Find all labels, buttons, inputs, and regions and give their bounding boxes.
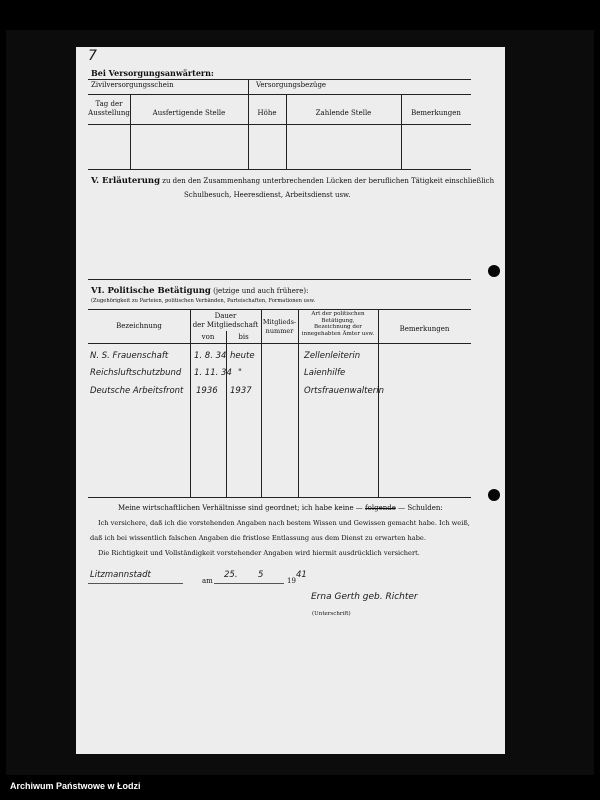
am-label: am <box>202 577 213 585</box>
document-page <box>76 47 505 754</box>
col-bemerkungen-vi: Bemerkungen <box>399 325 450 333</box>
section-v-text-2: Schulbesuch, Heeresdienst, Arbeitsdienst usw. <box>184 191 351 199</box>
unterschrift-label: (Unterschrift) <box>312 611 351 617</box>
row-bis: heute <box>230 351 255 361</box>
signature-handwritten: Erna Gerth geb. Richter <box>311 592 418 602</box>
row-art: Zellenleiterin <box>304 351 361 361</box>
row-von: 1. 8. 34 <box>194 351 227 361</box>
row-bezeichnung: Reichsluftschutzbund <box>90 368 182 378</box>
month-handwritten: 5 <box>258 570 264 580</box>
section-vi-title-suffix: (jetzige und auch frühere): <box>213 287 309 295</box>
declaration-line-3: daß ich bei wissentlich falschen Angaben die fristlose Entlassung aus dem Dienst zu erwarten habe. <box>90 534 426 542</box>
struck-word: folgende <box>365 504 396 512</box>
col-art: Art der politischen Betätigung, Bezeichnung der innegehabten Ämter usw. <box>301 311 375 337</box>
col-von: von <box>201 333 215 341</box>
place-handwritten: Litzmannstadt <box>90 570 151 580</box>
year-handwritten: 41 <box>296 570 307 580</box>
col-zahlende: Zahlende Stelle <box>315 109 372 117</box>
col-dauer: Dauer der Mitgliedschaft <box>192 312 259 329</box>
day-handwritten: 25. <box>224 570 238 580</box>
col-mitglieds: Mitglieds- nummer <box>262 318 297 335</box>
row-art: Laienhilfe <box>304 368 346 378</box>
row-bis: " <box>238 368 242 378</box>
declaration-line-2: Ich versichere, daß ich die vorstehenden Angaben nach bestem Wissen und Gewissen gemacht habe. Ich weiß, <box>98 519 470 527</box>
bezuege-label: Versorgungsbezüge <box>256 81 327 89</box>
col-hoehe: Höhe <box>257 109 277 117</box>
punch-hole <box>488 265 500 277</box>
section-v-text: zu den den Zusammenhang unterbrechenden Lücken der beruflichen Tätigkeit einschließlich <box>162 177 495 185</box>
row-von: 1936 <box>196 386 218 396</box>
row-bezeichnung: Deutsche Arbeitsfront <box>90 386 184 396</box>
punch-hole <box>488 489 500 501</box>
row-von: 1. 11. 34 <box>194 368 232 378</box>
zivil-label: Zivilversorgungsschein <box>91 81 174 89</box>
col-bis: bis <box>238 333 249 341</box>
section-v-title: V. Erläuterung <box>91 176 161 186</box>
row-art: Ortsfrauenwalterin <box>304 386 384 396</box>
row-bezeichnung: N. S. Frauenschaft <box>90 351 169 361</box>
section-iv-title: Bei Versorgungsanwärtern: <box>91 68 214 78</box>
section-vi-subtitle: (Zugehörigkeit zu Parteien, politischen Verbänden, Parteischaften, Formationen usw. <box>91 298 316 304</box>
col-ausfertigende: Ausfertigende Stelle <box>152 109 226 117</box>
page-number: 7 <box>88 48 97 64</box>
section-vi-title: VI. Politische Betätigung <box>91 286 211 296</box>
year-prefix: 19 <box>287 577 296 585</box>
archive-footer: Archiwum Państwowe w Łodzi <box>10 781 141 791</box>
section-v <box>91 177 494 186</box>
col-bezeichnung: Bezeichnung <box>116 322 162 330</box>
section-vi <box>91 287 308 296</box>
col-bemerkungen-iv: Bemerkungen <box>411 109 461 117</box>
declaration-line-1: Meine wirtschaftlichen Verhältnisse sind geordnet; ich habe keine — folgende — Schulden: <box>118 504 443 512</box>
col-tag: Tag der Ausstellung <box>88 100 130 117</box>
row-bis: 1937 <box>230 386 252 396</box>
declaration-line-4: Die Richtigkeit und Vollständigkeit vorstehender Angaben wird hiermit ausdrücklich versichert. <box>98 549 420 557</box>
